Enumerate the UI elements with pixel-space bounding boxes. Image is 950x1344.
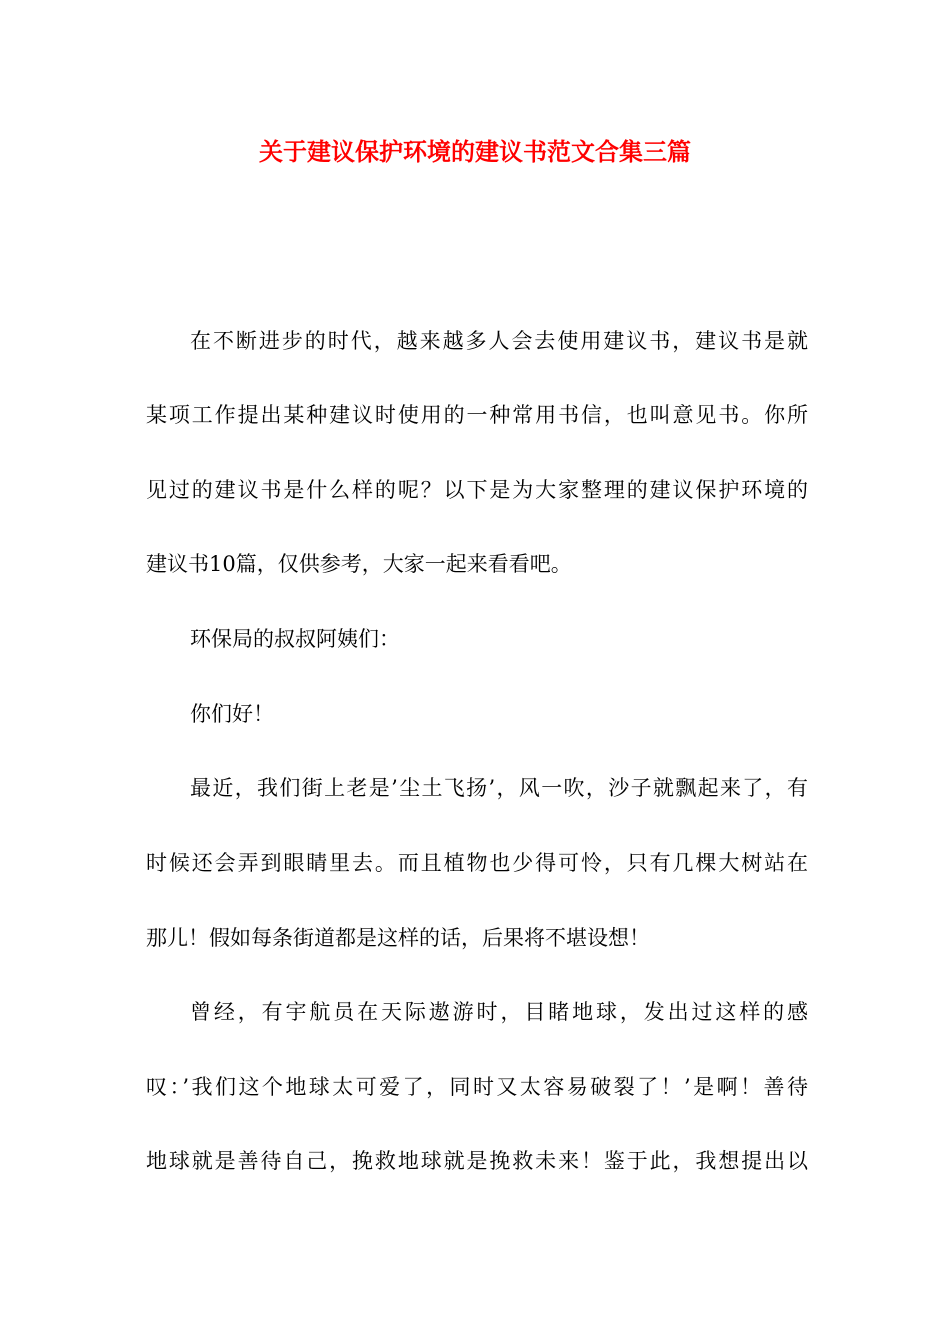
paragraph-line: 曾经，有宇航员在天际遨游时，目睹地球，发出过这样的感 (190, 1000, 808, 1024)
greeting-line: 你们好！ (190, 702, 274, 726)
paragraph-line: 在不断进步的时代，越来越多人会去使用建议书，建议书是就 (190, 329, 808, 353)
paragraph-line: 地球就是善待自己，挽救地球就是挽救未来！鉴于此，我想提出以 (146, 1149, 808, 1173)
paragraph-line: 最近，我们街上老是’尘土飞扬’，风一吹，沙子就飘起来了，有 (190, 776, 808, 800)
paragraph-line: 叹：’我们这个地球太可爱了，同时又太容易破裂了！’是啊！善待 (146, 1075, 808, 1099)
document-title: 关于建议保护环境的建议书范文合集三篇 (259, 137, 691, 166)
paragraph-line: 那儿！假如每条街道都是这样的话，后果将不堪设想！ (146, 926, 650, 950)
salutation-line: 环保局的叔叔阿姨们： (190, 627, 400, 651)
paragraph-line: 见过的建议书是什么样的呢？以下是为大家整理的建议保护环境的 (146, 478, 808, 502)
paragraph-line: 建议书10篇，仅供参考，大家一起来看看吧。 (146, 552, 572, 576)
paragraph-line: 时候还会弄到眼睛里去。而且植物也少得可怜，只有几棵大树站在 (146, 851, 808, 875)
paragraph-line: 某项工作提出某种建议时使用的一种常用书信，也叫意见书。你所 (146, 403, 808, 427)
